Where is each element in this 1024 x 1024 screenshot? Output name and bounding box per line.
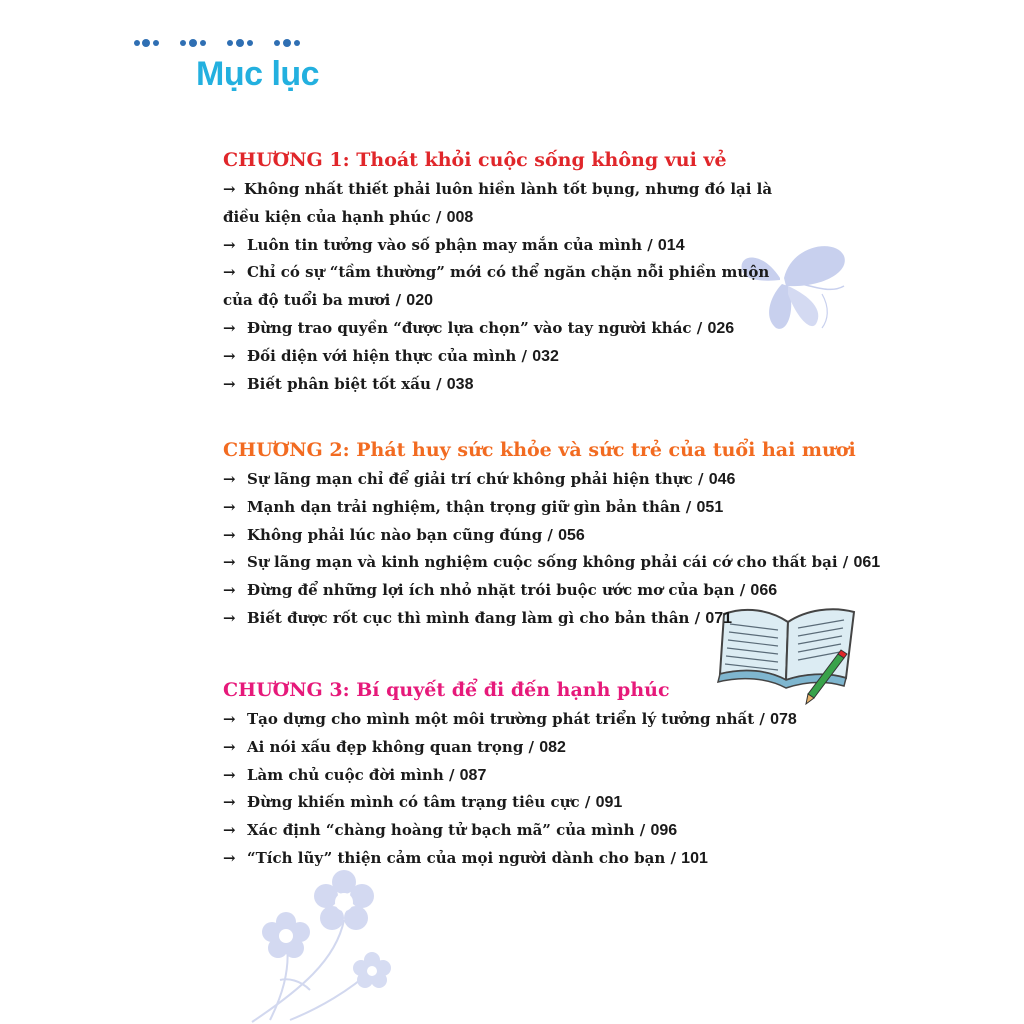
entry-title: Chỉ có sự “tầm thường” mới có thể ngăn chặn nỗi phiền muộn bbox=[247, 263, 770, 282]
arrow-icon: → bbox=[223, 793, 236, 812]
arrow-icon: → bbox=[223, 581, 236, 600]
entry-title: Biết phân biệt tốt xấu / bbox=[247, 374, 447, 393]
arrow-icon: → bbox=[223, 553, 236, 572]
entry-title: Làm chủ cuộc đời mình / bbox=[247, 765, 460, 784]
entry-title: Xác định “chàng hoàng tử bạch mã” của mình / bbox=[247, 821, 651, 840]
page-number: 082 bbox=[539, 738, 566, 756]
decorative-dots-icon bbox=[132, 36, 312, 50]
chapter-heading: CHƯƠNG 1: Thoát khỏi cuộc sống không vui vẻ bbox=[223, 149, 727, 171]
page-number: 091 bbox=[595, 794, 623, 812]
page-number: 087 bbox=[459, 766, 487, 784]
entry-title: Biết được rốt cục thì mình đang làm gì cho bản thân / bbox=[247, 608, 706, 627]
entry-title: Không nhất thiết phải luôn hiền lành tốt bụng, nhưng đó lại là bbox=[244, 180, 773, 198]
entry-title: Đối diện với hiện thực của mình / bbox=[247, 346, 533, 365]
page-number: 078 bbox=[770, 711, 797, 728]
arrow-icon: → bbox=[223, 318, 236, 337]
page-number: 101 bbox=[681, 849, 708, 867]
chapter-2 bbox=[223, 436, 881, 633]
toc-entry[interactable] bbox=[223, 232, 863, 260]
entry-title: Sự lãng mạn và kinh nghiệm cuộc sống không phải cái cớ cho thất bại / bbox=[247, 553, 854, 572]
page-number: 014 bbox=[657, 236, 685, 254]
page-number: 032 bbox=[532, 347, 559, 365]
arrow-icon: → bbox=[223, 374, 236, 393]
entry-title: “Tích lũy” thiện cảm của mọi người dành cho bạn / bbox=[247, 848, 682, 867]
arrow-icon: → bbox=[223, 470, 236, 488]
page-number: 020 bbox=[406, 292, 433, 310]
page-number: 056 bbox=[558, 526, 585, 544]
toc-entry[interactable] bbox=[223, 259, 863, 287]
toc-entry[interactable] bbox=[223, 762, 863, 790]
arrow-icon: → bbox=[223, 710, 236, 728]
entry-title: Không phải lúc nào bạn cũng đúng / bbox=[247, 525, 559, 544]
toc-entry[interactable] bbox=[223, 204, 863, 232]
toc-entry[interactable] bbox=[223, 315, 863, 343]
entry-title: Đừng khiến mình có tâm trạng tiêu cực / bbox=[247, 793, 596, 812]
page-number: 008 bbox=[446, 208, 474, 226]
toc-entry[interactable] bbox=[223, 549, 881, 577]
entry-title: Đừng để những lợi ích nhỏ nhặt trói buộc ước mơ của bạn / bbox=[247, 581, 751, 600]
entry-title: Ai nói xấu đẹp không quan trọng / bbox=[247, 737, 540, 756]
page-number: 051 bbox=[696, 498, 724, 516]
arrow-icon: → bbox=[223, 765, 236, 784]
toc-entry[interactable] bbox=[223, 287, 863, 315]
toc-entry[interactable] bbox=[223, 706, 863, 734]
arrow-icon: → bbox=[223, 346, 236, 365]
arrow-icon: → bbox=[223, 608, 236, 627]
toc-entry[interactable] bbox=[223, 176, 863, 204]
arrow-icon: → bbox=[223, 263, 236, 282]
page-number: 026 bbox=[707, 319, 735, 337]
toc-entry[interactable] bbox=[223, 371, 863, 399]
page-number: 071 bbox=[705, 609, 733, 627]
arrow-icon: → bbox=[223, 821, 236, 840]
arrow-icon: → bbox=[223, 848, 236, 867]
page-number: 038 bbox=[446, 375, 474, 393]
entry-title: Luôn tin tưởng vào số phận may mắn của mình / bbox=[247, 235, 658, 254]
entry-title: điều kiện của hạnh phúc / bbox=[223, 207, 447, 226]
toc-entry[interactable] bbox=[223, 605, 863, 633]
page-number: 096 bbox=[650, 822, 678, 840]
page-number: 061 bbox=[853, 554, 881, 572]
page-number: 066 bbox=[750, 582, 778, 600]
toc-entry[interactable] bbox=[223, 466, 863, 494]
page-title: Mục lục bbox=[196, 55, 320, 93]
toc-entry[interactable] bbox=[223, 343, 863, 371]
arrow-icon: → bbox=[223, 180, 236, 198]
chapter-heading: CHƯƠNG 2: Phát huy sức khỏe và sức trẻ của tuổi hai mươi bbox=[223, 439, 856, 461]
toc-entry[interactable] bbox=[223, 494, 863, 522]
toc-entry[interactable] bbox=[223, 789, 863, 817]
entry-title: của độ tuổi ba mươi / bbox=[223, 291, 407, 310]
chapter-heading: CHƯƠNG 3: Bí quyết để đi đến hạnh phúc bbox=[223, 679, 670, 701]
toc-entry[interactable] bbox=[223, 522, 863, 550]
flower-icon bbox=[240, 860, 420, 1024]
arrow-icon: → bbox=[223, 235, 236, 254]
page-number: 046 bbox=[708, 471, 736, 488]
toc-entry[interactable] bbox=[223, 734, 863, 762]
arrow-icon: → bbox=[223, 737, 236, 756]
arrow-icon: → bbox=[223, 525, 236, 544]
toc-entry[interactable] bbox=[223, 845, 863, 873]
chapter-1 bbox=[223, 146, 863, 398]
chapter-3 bbox=[223, 676, 863, 873]
toc-entry[interactable] bbox=[223, 817, 863, 845]
entry-title: Tạo dựng cho mình một môi trường phát triển lý tưởng nhất / bbox=[247, 710, 771, 728]
entry-title: Sự lãng mạn chỉ để giải trí chứ không phải hiện thực / bbox=[247, 470, 709, 488]
arrow-icon: → bbox=[223, 497, 236, 516]
toc-entry[interactable] bbox=[223, 577, 863, 605]
entry-title: Đừng trao quyền “được lựa chọn” vào tay người khác / bbox=[247, 318, 708, 337]
entry-title: Mạnh dạn trải nghiệm, thận trọng giữ gìn bản thân / bbox=[247, 497, 697, 516]
